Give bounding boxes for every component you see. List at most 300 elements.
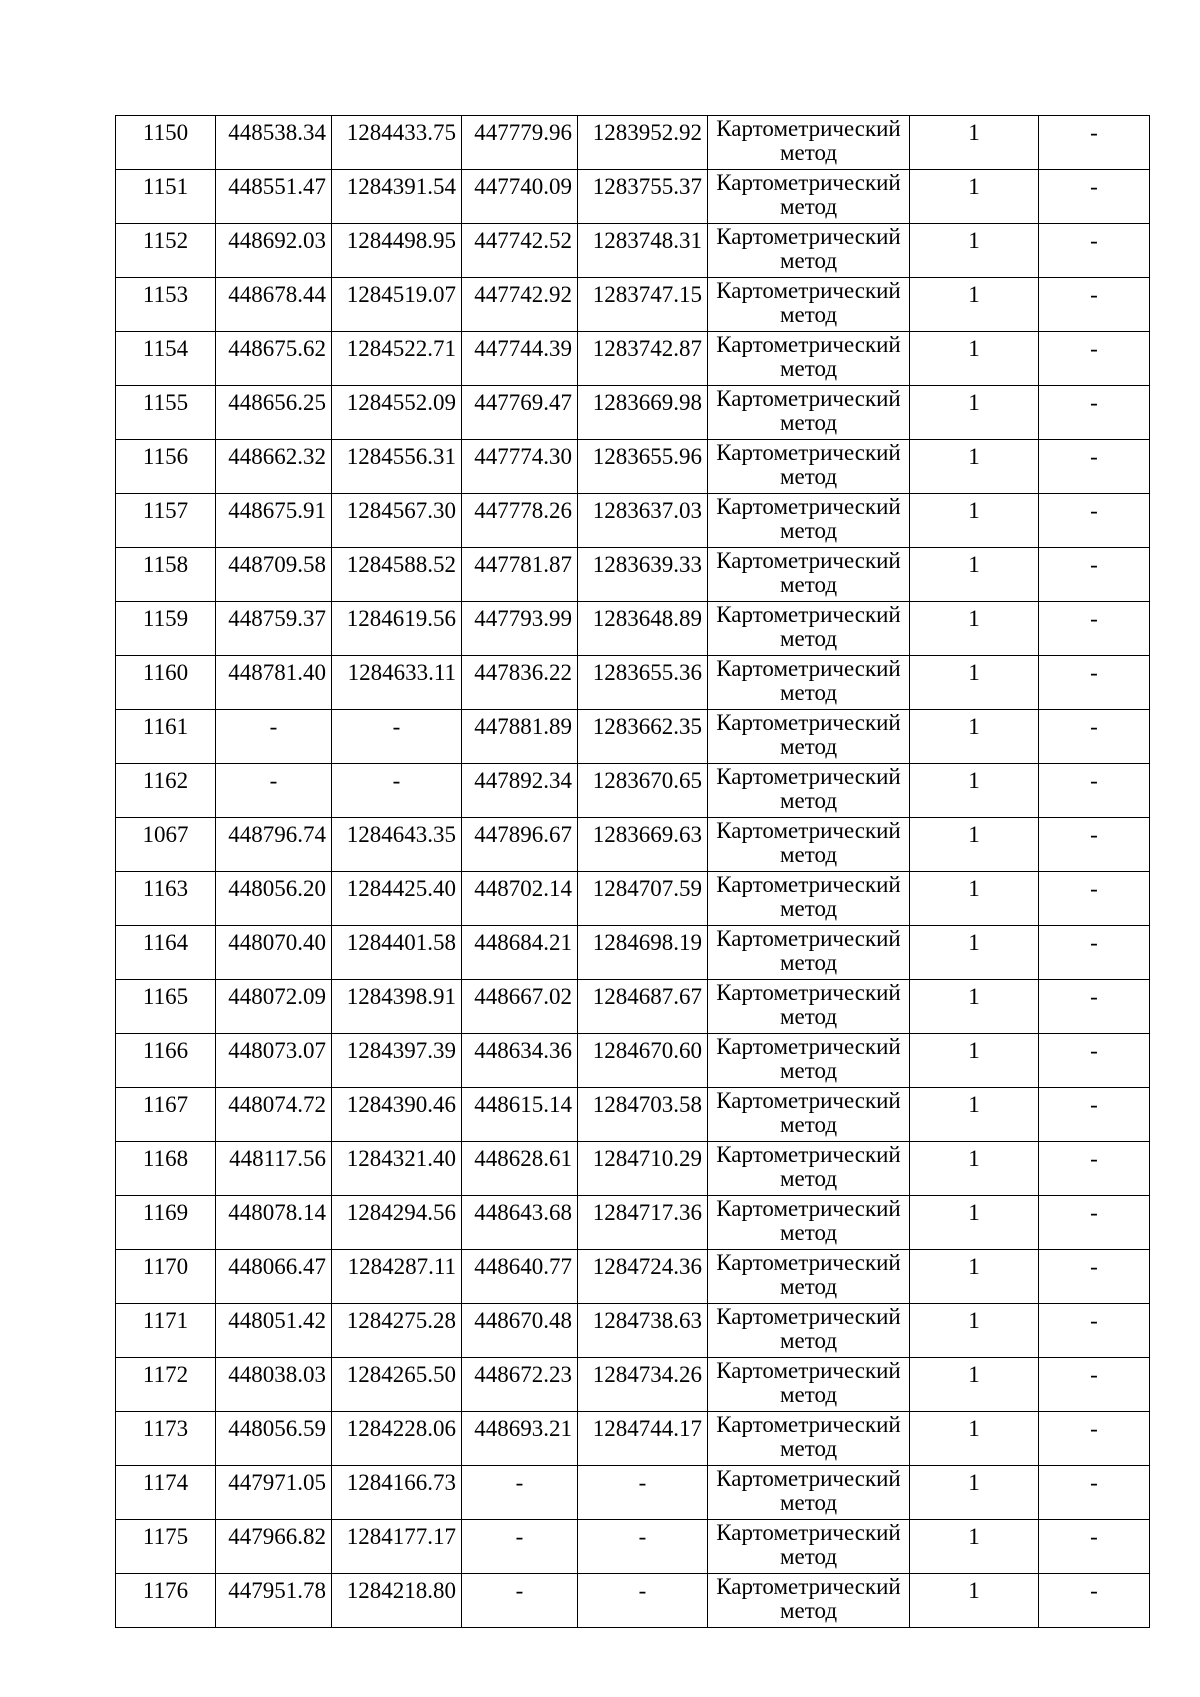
y-existing-cell: 1284218.80 — [332, 1574, 462, 1628]
accuracy-cell: 1 — [910, 170, 1039, 224]
table-row — [116, 872, 1150, 926]
x-existing-cell: 448781.40 — [216, 656, 332, 710]
y-new-cell: 1283742.87 — [578, 332, 708, 386]
x-existing-cell: 448074.72 — [216, 1088, 332, 1142]
x-existing-cell: 448038.03 — [216, 1358, 332, 1412]
accuracy-cell: 1 — [910, 386, 1039, 440]
point-number-cell: 1067 — [116, 818, 216, 872]
note-cell: - — [1039, 116, 1150, 170]
method-line-1: Картометрический — [716, 656, 901, 681]
note-cell: - — [1039, 818, 1150, 872]
y-new-cell: 1284710.29 — [578, 1142, 708, 1196]
method-cell — [708, 116, 910, 170]
method-line-2: метод — [779, 680, 838, 705]
x-new-cell: 448643.68 — [462, 1196, 578, 1250]
accuracy-cell: 1 — [910, 926, 1039, 980]
method-cell — [708, 1412, 910, 1466]
y-new-cell: 1284698.19 — [578, 926, 708, 980]
accuracy-cell: 1 — [910, 1250, 1039, 1304]
x-existing-cell: 447951.78 — [216, 1574, 332, 1628]
method-line-2: метод — [779, 410, 838, 435]
point-number-cell: 1166 — [116, 1034, 216, 1088]
method-line-2: метод — [779, 1544, 838, 1569]
table-row — [116, 1520, 1150, 1574]
method-cell — [708, 548, 910, 602]
method-line-1: Картометрический — [716, 278, 901, 303]
table-row — [116, 386, 1150, 440]
method-line-1: Картометрический — [716, 548, 901, 573]
note-cell: - — [1039, 926, 1150, 980]
y-new-cell: 1284707.59 — [578, 872, 708, 926]
x-existing-cell: 448692.03 — [216, 224, 332, 278]
note-cell: - — [1039, 1196, 1150, 1250]
point-number-cell: 1164 — [116, 926, 216, 980]
y-new-cell: 1283655.96 — [578, 440, 708, 494]
note-cell: - — [1039, 872, 1150, 926]
method-line-1: Картометрический — [716, 116, 901, 141]
x-existing-cell: 448056.20 — [216, 872, 332, 926]
accuracy-cell: 1 — [910, 332, 1039, 386]
accuracy-cell: 1 — [910, 440, 1039, 494]
x-new-cell: 447744.39 — [462, 332, 578, 386]
method-line-2: метод — [779, 248, 838, 273]
accuracy-cell: 1 — [910, 1412, 1039, 1466]
x-existing-cell: 447966.82 — [216, 1520, 332, 1574]
method-line-1: Картометрический — [716, 224, 901, 249]
method-cell — [708, 1196, 910, 1250]
point-number-cell: 1176 — [116, 1574, 216, 1628]
accuracy-cell: 1 — [910, 1358, 1039, 1412]
y-new-cell: 1284703.58 — [578, 1088, 708, 1142]
x-new-cell: 447892.34 — [462, 764, 578, 818]
method-line-1: Картометрический — [716, 602, 901, 627]
x-new-cell: 447836.22 — [462, 656, 578, 710]
point-number-cell: 1173 — [116, 1412, 216, 1466]
method-cell — [708, 656, 910, 710]
accuracy-cell: 1 — [910, 656, 1039, 710]
note-cell: - — [1039, 980, 1150, 1034]
method-line-1: Картометрический — [716, 386, 901, 411]
note-cell: - — [1039, 602, 1150, 656]
y-new-cell: 1283747.15 — [578, 278, 708, 332]
table-row — [116, 1574, 1150, 1628]
table-row — [116, 224, 1150, 278]
table-row — [116, 1358, 1150, 1412]
method-cell — [708, 1466, 910, 1520]
accuracy-cell: 1 — [910, 1088, 1039, 1142]
method-line-2: метод — [779, 950, 838, 975]
note-cell: - — [1039, 332, 1150, 386]
table-row — [116, 332, 1150, 386]
note-cell: - — [1039, 386, 1150, 440]
point-number-cell: 1158 — [116, 548, 216, 602]
x-existing-cell: 448051.42 — [216, 1304, 332, 1358]
accuracy-cell: 1 — [910, 1520, 1039, 1574]
y-existing-cell: 1284619.56 — [332, 602, 462, 656]
x-new-cell: 447740.09 — [462, 170, 578, 224]
x-new-cell: 448684.21 — [462, 926, 578, 980]
x-existing-cell: 448538.34 — [216, 116, 332, 170]
method-cell — [708, 278, 910, 332]
y-new-cell: 1283655.36 — [578, 656, 708, 710]
note-cell: - — [1039, 278, 1150, 332]
x-existing-cell: 448056.59 — [216, 1412, 332, 1466]
table-body — [116, 116, 1150, 1628]
x-new-cell: 448693.21 — [462, 1412, 578, 1466]
y-existing-cell: 1284522.71 — [332, 332, 462, 386]
table-row — [116, 1142, 1150, 1196]
method-cell — [708, 1304, 910, 1358]
y-new-cell: 1283952.92 — [578, 116, 708, 170]
table-row — [116, 170, 1150, 224]
method-line-2: метод — [779, 1112, 838, 1137]
note-cell: - — [1039, 548, 1150, 602]
table-row — [116, 926, 1150, 980]
method-line-2: метод — [779, 896, 838, 921]
table-row — [116, 116, 1150, 170]
method-line-1: Картометрический — [716, 710, 901, 735]
point-number-cell: 1153 — [116, 278, 216, 332]
y-new-cell: 1284744.17 — [578, 1412, 708, 1466]
method-line-1: Картометрический — [716, 926, 901, 951]
table-row — [116, 764, 1150, 818]
x-existing-cell: 448678.44 — [216, 278, 332, 332]
method-cell — [708, 872, 910, 926]
x-new-cell: 447742.92 — [462, 278, 578, 332]
x-new-cell: 448615.14 — [462, 1088, 578, 1142]
y-new-cell: 1284670.60 — [578, 1034, 708, 1088]
point-number-cell: 1169 — [116, 1196, 216, 1250]
table-row — [116, 440, 1150, 494]
point-number-cell: 1156 — [116, 440, 216, 494]
method-line-2: метод — [779, 1166, 838, 1191]
x-existing-cell: - — [216, 764, 332, 818]
method-cell — [708, 440, 910, 494]
y-existing-cell: - — [332, 710, 462, 764]
x-existing-cell: 448662.32 — [216, 440, 332, 494]
method-line-2: метод — [779, 1436, 838, 1461]
note-cell: - — [1039, 1304, 1150, 1358]
y-existing-cell: 1284433.75 — [332, 116, 462, 170]
method-line-1: Картометрический — [716, 1304, 901, 1329]
x-new-cell: 448628.61 — [462, 1142, 578, 1196]
note-cell: - — [1039, 1034, 1150, 1088]
x-new-cell: 447779.96 — [462, 116, 578, 170]
accuracy-cell: 1 — [910, 224, 1039, 278]
note-cell: - — [1039, 710, 1150, 764]
method-line-1: Картометрический — [716, 818, 901, 843]
y-new-cell: 1283670.65 — [578, 764, 708, 818]
y-new-cell: 1283669.63 — [578, 818, 708, 872]
point-number-cell: 1157 — [116, 494, 216, 548]
x-new-cell: 447742.52 — [462, 224, 578, 278]
table-row — [116, 656, 1150, 710]
x-new-cell: 447781.87 — [462, 548, 578, 602]
method-cell — [708, 386, 910, 440]
y-new-cell: - — [578, 1466, 708, 1520]
point-number-cell: 1175 — [116, 1520, 216, 1574]
x-existing-cell: 448073.07 — [216, 1034, 332, 1088]
note-cell: - — [1039, 656, 1150, 710]
method-line-2: метод — [779, 518, 838, 543]
method-cell — [708, 1034, 910, 1088]
x-new-cell: 448670.48 — [462, 1304, 578, 1358]
point-number-cell: 1151 — [116, 170, 216, 224]
accuracy-cell: 1 — [910, 1196, 1039, 1250]
table-row — [116, 494, 1150, 548]
note-cell: - — [1039, 440, 1150, 494]
y-existing-cell: 1284265.50 — [332, 1358, 462, 1412]
method-line-2: метод — [779, 842, 838, 867]
method-line-2: метод — [779, 626, 838, 651]
point-number-cell: 1167 — [116, 1088, 216, 1142]
accuracy-cell: 1 — [910, 278, 1039, 332]
method-cell — [708, 1520, 910, 1574]
y-existing-cell: 1284633.11 — [332, 656, 462, 710]
method-cell — [708, 170, 910, 224]
y-new-cell: 1284738.63 — [578, 1304, 708, 1358]
y-new-cell: 1284724.36 — [578, 1250, 708, 1304]
accuracy-cell: 1 — [910, 1574, 1039, 1628]
accuracy-cell: 1 — [910, 818, 1039, 872]
x-new-cell: - — [462, 1466, 578, 1520]
accuracy-cell: 1 — [910, 602, 1039, 656]
method-line-1: Картометрический — [716, 1250, 901, 1275]
method-cell — [708, 980, 910, 1034]
note-cell: - — [1039, 764, 1150, 818]
y-new-cell: 1283639.33 — [578, 548, 708, 602]
method-cell — [708, 494, 910, 548]
note-cell: - — [1039, 1520, 1150, 1574]
table-row — [116, 1088, 1150, 1142]
x-new-cell: - — [462, 1574, 578, 1628]
method-line-1: Картометрический — [716, 764, 901, 789]
point-number-cell: 1163 — [116, 872, 216, 926]
note-cell: - — [1039, 224, 1150, 278]
y-existing-cell: 1284275.28 — [332, 1304, 462, 1358]
point-number-cell: 1161 — [116, 710, 216, 764]
accuracy-cell: 1 — [910, 980, 1039, 1034]
method-cell — [708, 602, 910, 656]
method-line-1: Картометрический — [716, 1520, 901, 1545]
table-row — [116, 548, 1150, 602]
y-existing-cell: 1284401.58 — [332, 926, 462, 980]
x-new-cell: 448640.77 — [462, 1250, 578, 1304]
note-cell: - — [1039, 1358, 1150, 1412]
method-cell — [708, 332, 910, 386]
y-existing-cell: 1284397.39 — [332, 1034, 462, 1088]
method-line-1: Картометрический — [716, 1142, 901, 1167]
note-cell: - — [1039, 1466, 1150, 1520]
y-existing-cell: 1284287.11 — [332, 1250, 462, 1304]
method-cell — [708, 1250, 910, 1304]
method-line-2: метод — [779, 1598, 838, 1623]
method-cell — [708, 818, 910, 872]
coordinates-table — [115, 115, 1150, 1628]
method-line-2: метод — [779, 140, 838, 165]
method-line-2: метод — [779, 1274, 838, 1299]
table-row — [116, 1034, 1150, 1088]
point-number-cell: 1162 — [116, 764, 216, 818]
method-line-2: метод — [779, 1490, 838, 1515]
accuracy-cell: 1 — [910, 1142, 1039, 1196]
accuracy-cell: 1 — [910, 1034, 1039, 1088]
note-cell: - — [1039, 494, 1150, 548]
y-existing-cell: 1284228.06 — [332, 1412, 462, 1466]
note-cell: - — [1039, 170, 1150, 224]
table-row — [116, 278, 1150, 332]
method-line-2: метод — [779, 1328, 838, 1353]
x-new-cell: 447769.47 — [462, 386, 578, 440]
method-cell — [708, 1142, 910, 1196]
method-line-1: Картометрический — [716, 1034, 901, 1059]
method-line-2: метод — [779, 1058, 838, 1083]
point-number-cell: 1154 — [116, 332, 216, 386]
x-existing-cell: 448796.74 — [216, 818, 332, 872]
y-new-cell: - — [578, 1520, 708, 1574]
accuracy-cell: 1 — [910, 710, 1039, 764]
point-number-cell: 1152 — [116, 224, 216, 278]
y-existing-cell: 1284498.95 — [332, 224, 462, 278]
y-new-cell: 1283648.89 — [578, 602, 708, 656]
method-line-1: Картометрический — [716, 1358, 901, 1383]
y-new-cell: 1284734.26 — [578, 1358, 708, 1412]
x-existing-cell: 448675.62 — [216, 332, 332, 386]
point-number-cell: 1172 — [116, 1358, 216, 1412]
y-new-cell: 1283662.35 — [578, 710, 708, 764]
method-line-1: Картометрический — [716, 980, 901, 1005]
method-line-1: Картометрический — [716, 170, 901, 195]
x-new-cell: 448667.02 — [462, 980, 578, 1034]
method-line-1: Картометрический — [716, 440, 901, 465]
x-new-cell: 448634.36 — [462, 1034, 578, 1088]
table-row — [116, 818, 1150, 872]
note-cell: - — [1039, 1088, 1150, 1142]
x-existing-cell: 448072.09 — [216, 980, 332, 1034]
method-cell — [708, 224, 910, 278]
y-existing-cell: 1284552.09 — [332, 386, 462, 440]
point-number-cell: 1170 — [116, 1250, 216, 1304]
point-number-cell: 1150 — [116, 116, 216, 170]
y-existing-cell: 1284643.35 — [332, 818, 462, 872]
point-number-cell: 1160 — [116, 656, 216, 710]
x-new-cell: 447778.26 — [462, 494, 578, 548]
method-line-2: метод — [779, 734, 838, 759]
x-existing-cell: 448078.14 — [216, 1196, 332, 1250]
accuracy-cell: 1 — [910, 494, 1039, 548]
y-existing-cell: 1284390.46 — [332, 1088, 462, 1142]
note-cell: - — [1039, 1142, 1150, 1196]
x-existing-cell: 448759.37 — [216, 602, 332, 656]
method-line-2: метод — [779, 572, 838, 597]
y-existing-cell: 1284588.52 — [332, 548, 462, 602]
accuracy-cell: 1 — [910, 1304, 1039, 1358]
x-existing-cell: 448709.58 — [216, 548, 332, 602]
method-line-1: Картометрический — [716, 332, 901, 357]
table-row — [116, 1304, 1150, 1358]
method-line-2: метод — [779, 356, 838, 381]
x-existing-cell: 447971.05 — [216, 1466, 332, 1520]
y-new-cell: 1284687.67 — [578, 980, 708, 1034]
y-existing-cell: 1284166.73 — [332, 1466, 462, 1520]
y-new-cell: 1283669.98 — [578, 386, 708, 440]
y-existing-cell: 1284294.56 — [332, 1196, 462, 1250]
y-new-cell: 1283637.03 — [578, 494, 708, 548]
method-line-1: Картометрический — [716, 1574, 901, 1599]
y-existing-cell: 1284519.07 — [332, 278, 462, 332]
y-existing-cell: 1284321.40 — [332, 1142, 462, 1196]
table-row — [116, 980, 1150, 1034]
method-line-1: Картометрический — [716, 872, 901, 897]
method-cell — [708, 710, 910, 764]
method-line-1: Картометрический — [716, 1412, 901, 1437]
accuracy-cell: 1 — [910, 872, 1039, 926]
method-line-1: Картометрический — [716, 1466, 901, 1491]
method-cell — [708, 1574, 910, 1628]
y-existing-cell: 1284567.30 — [332, 494, 462, 548]
note-cell: - — [1039, 1574, 1150, 1628]
note-cell: - — [1039, 1250, 1150, 1304]
method-cell — [708, 1358, 910, 1412]
method-line-2: метод — [779, 464, 838, 489]
table-row — [116, 1250, 1150, 1304]
y-new-cell: 1284717.36 — [578, 1196, 708, 1250]
accuracy-cell: 1 — [910, 1466, 1039, 1520]
table-row — [116, 1466, 1150, 1520]
method-line-2: метод — [779, 788, 838, 813]
method-line-2: метод — [779, 194, 838, 219]
method-cell — [708, 1088, 910, 1142]
x-existing-cell: 448070.40 — [216, 926, 332, 980]
y-existing-cell: 1284391.54 — [332, 170, 462, 224]
table-row — [116, 1412, 1150, 1466]
method-line-1: Картометрический — [716, 1196, 901, 1221]
method-line-2: метод — [779, 302, 838, 327]
x-existing-cell: 448675.91 — [216, 494, 332, 548]
method-line-1: Картометрический — [716, 494, 901, 519]
y-new-cell: 1283755.37 — [578, 170, 708, 224]
accuracy-cell: 1 — [910, 548, 1039, 602]
y-new-cell: - — [578, 1574, 708, 1628]
x-new-cell: 447881.89 — [462, 710, 578, 764]
table-row — [116, 1196, 1150, 1250]
x-existing-cell: - — [216, 710, 332, 764]
accuracy-cell: 1 — [910, 116, 1039, 170]
method-line-2: метод — [779, 1220, 838, 1245]
point-number-cell: 1165 — [116, 980, 216, 1034]
note-cell: - — [1039, 1412, 1150, 1466]
table-row — [116, 710, 1150, 764]
x-existing-cell: 448066.47 — [216, 1250, 332, 1304]
x-existing-cell: 448551.47 — [216, 170, 332, 224]
y-new-cell: 1283748.31 — [578, 224, 708, 278]
x-new-cell: 447774.30 — [462, 440, 578, 494]
y-existing-cell: 1284425.40 — [332, 872, 462, 926]
point-number-cell: 1174 — [116, 1466, 216, 1520]
x-existing-cell: 448656.25 — [216, 386, 332, 440]
y-existing-cell: 1284556.31 — [332, 440, 462, 494]
y-existing-cell: 1284398.91 — [332, 980, 462, 1034]
method-line-2: метод — [779, 1382, 838, 1407]
method-cell — [708, 926, 910, 980]
table-row — [116, 602, 1150, 656]
method-line-2: метод — [779, 1004, 838, 1029]
point-number-cell: 1155 — [116, 386, 216, 440]
accuracy-cell: 1 — [910, 764, 1039, 818]
x-existing-cell: 448117.56 — [216, 1142, 332, 1196]
x-new-cell: 447793.99 — [462, 602, 578, 656]
x-new-cell: - — [462, 1520, 578, 1574]
